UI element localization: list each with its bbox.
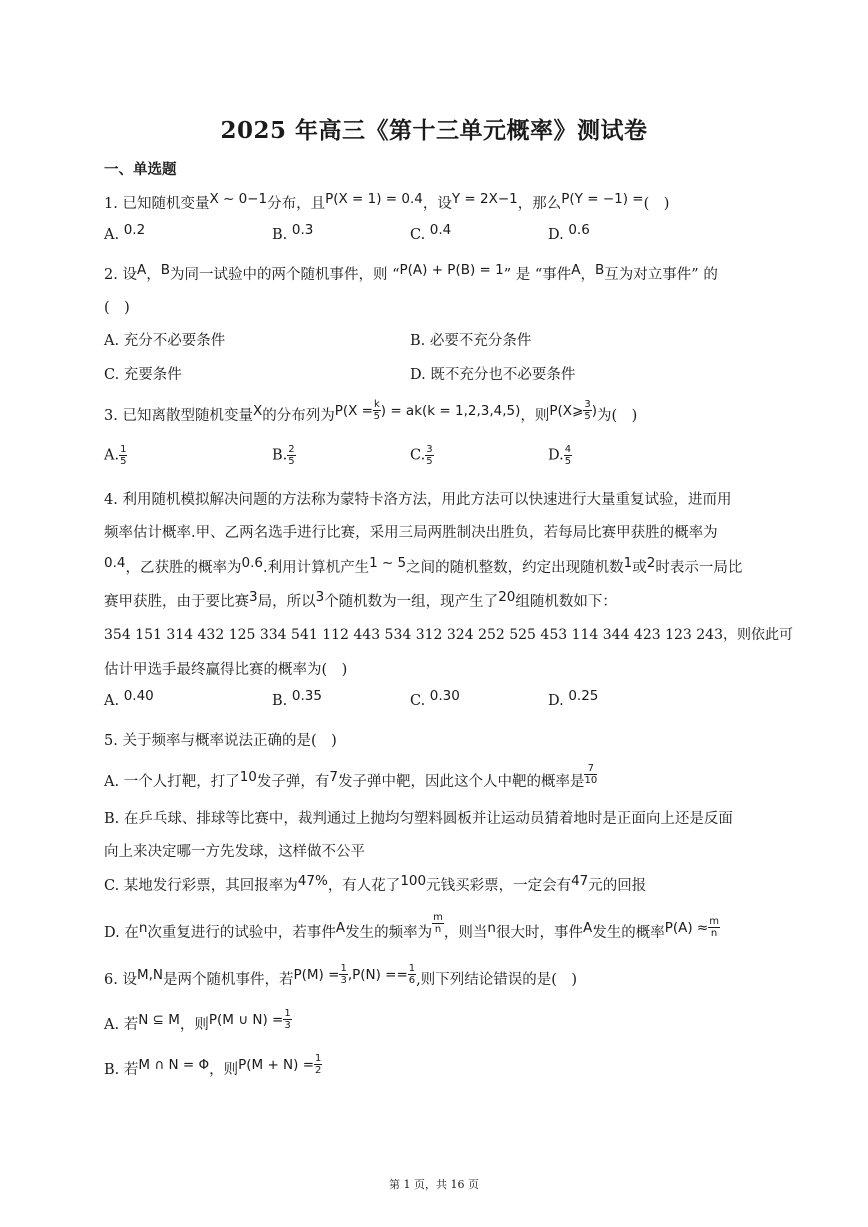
question-3 (104, 398, 638, 428)
math-expression: 1 ~ 5 (369, 555, 407, 571)
math-expression: 20 (498, 589, 516, 605)
question-text: A. 一个人打靶，打了 (104, 774, 240, 790)
q4-option-d (548, 688, 599, 709)
math-expression: 3 (315, 589, 325, 605)
math-expression: 100 (400, 873, 427, 889)
question-text: .利用计算机产生 (262, 560, 370, 576)
math-expression: P(X⩾ (549, 403, 584, 419)
question-text: 3 (284, 1019, 291, 1031)
question-text: 5 (288, 456, 295, 467)
math-expression: 7 (329, 769, 338, 785)
question-text: 3 (340, 974, 347, 986)
question-text: 之间的随机整数，约定出现随机数 (406, 560, 624, 576)
math-expression: 0.35 (291, 688, 322, 704)
question-text: 为( ) (597, 408, 638, 424)
q5-option-b-line1: B. 在乒乓球、排球等比赛中，裁判通过上抛均匀塑料圆板并让运动员猜着地时是正面向上还是反面 (104, 811, 733, 827)
question-text: n (710, 927, 718, 939)
math-expression: P(A) + P(B) = 1 (399, 262, 504, 278)
question-text: C. (410, 447, 426, 464)
question-text: 2 (288, 444, 295, 455)
question-text (119, 444, 127, 467)
q1-text: 分布，且 (267, 196, 326, 212)
question-text: 2. 设 (104, 267, 137, 283)
question-text: 发生的频率为 (345, 925, 433, 941)
q1-text: 1. 已知随机变量 (104, 196, 210, 212)
q1-option-a (104, 222, 146, 243)
question-text: 个随机数为一组，现产生了 (324, 594, 499, 610)
q5-option-c (104, 874, 646, 895)
question-text: 1 (284, 1007, 291, 1019)
question-text: 或 (632, 560, 647, 576)
question-text (432, 912, 444, 935)
question-text: 次重复进行的试验中，若事件 (147, 925, 336, 941)
question-text: 元钱买彩票，一定会有 (426, 878, 572, 894)
question-text: 组随机数如下： (515, 594, 617, 610)
question-text: 4 (564, 444, 572, 455)
math-expression: 10 (239, 769, 257, 785)
math-expression: ) (591, 403, 597, 419)
math-expression: 0.4 (104, 555, 126, 571)
question-text: 既不充分也不必要条件 (430, 367, 576, 383)
math-expression: 0.30 (429, 688, 460, 704)
question-text: m (433, 911, 443, 923)
math-expression: A (335, 920, 346, 936)
question-text: ,则下列结论错误的是( ) (416, 972, 578, 988)
question-text: B. (272, 447, 288, 464)
math-expression: n (138, 920, 148, 936)
question-text: C. (104, 367, 120, 383)
math-expression: M ∩ N = Φ (138, 1057, 210, 1073)
question-text: ，则 (520, 408, 550, 424)
math-expression: ,P(N) == (347, 967, 408, 983)
question-text: ” 是 “事件 (503, 267, 572, 283)
question-text: A. (104, 693, 120, 709)
question-2-bracket: ( ) (104, 300, 130, 316)
question-text (564, 444, 572, 467)
question-text: B. (272, 227, 288, 243)
question-text (408, 963, 416, 986)
math-expression: 0.2 (123, 222, 146, 238)
question-text: 发子弹中靶，因此这个人中靶的概率是 (337, 774, 585, 790)
question-text: 3 (584, 398, 591, 410)
math-expression: P(M) = (293, 967, 340, 983)
math-expression: P(A) ≈ (664, 920, 709, 936)
q1-math: X ~ 0−1 (209, 191, 268, 207)
q1-text: ，设 (422, 196, 452, 212)
q6-option-a (104, 1007, 292, 1037)
question-4-line6: 估计甲选手最终赢得比赛的概率为( ) (104, 662, 348, 678)
question-text: A. (104, 447, 120, 464)
question-text: 的分布列为 (262, 408, 335, 424)
page-title: 2025 年高三《第十三单元概率》测试卷 (220, 117, 648, 144)
q5-option-d (104, 911, 720, 945)
question-text: 5 (120, 456, 127, 467)
math-expression: 0.4 (429, 222, 452, 238)
question-text: 1 (120, 444, 127, 455)
question-text: n (434, 923, 442, 935)
question-text (708, 916, 720, 939)
q3-option-b (272, 444, 296, 467)
question-4-line1: 4. 利用随机模拟解决问题的方法称为蒙特卡洛方法，用此方法可以快速进行大量重复试验，进而用 (104, 492, 732, 508)
question-text: D. (410, 367, 426, 383)
question-text: C. 某地发行彩票，其回报率为 (104, 878, 298, 894)
question-text: 元的回报 (588, 878, 647, 894)
math-expression: 0.3 (291, 222, 314, 238)
section-heading: 一、单选题 (104, 161, 177, 178)
question-text: ，有人花了 (327, 878, 401, 894)
math-expression: A (582, 920, 593, 936)
question-text: ，则当 (443, 925, 488, 941)
question-text (283, 1008, 291, 1031)
math-expression: P(M ∪ N) = (208, 1012, 284, 1028)
question-text: 3. 已知离散型随机变量 (104, 408, 253, 424)
question-4-random-numbers: 354 151 314 432 125 334 541 112 443 534 312 324 252 525 453 114 344 423 123 243，则依此可 (104, 627, 793, 643)
question-text: 5 (426, 456, 433, 467)
question-text: 6. 设 (104, 972, 137, 988)
question-text: 为同一试验中的两个随机事件，则 “ (169, 267, 400, 283)
question-text (425, 444, 433, 467)
q1-math: Y = 2X−1 (451, 191, 518, 207)
question-text: B. 若 (104, 1062, 139, 1078)
q5-option-a (104, 762, 598, 794)
question-text: 局，所以 (257, 594, 316, 610)
question-text: D. (548, 693, 564, 709)
math-expression: 0.6 (568, 222, 590, 238)
question-text: 充分不必要条件 (123, 333, 226, 349)
math-expression: M,N (136, 967, 163, 983)
math-expression: X (252, 403, 263, 419)
question-text: ，乙获胜的概率为 (125, 560, 242, 576)
question-text: k (373, 398, 380, 410)
q4-option-a (104, 688, 154, 709)
question-6 (104, 962, 578, 992)
page-footer: 第 1 页，共 16 页 (389, 1178, 479, 1191)
math-expression: P(X = (334, 403, 373, 419)
question-text: m (709, 915, 719, 927)
q4-option-c (410, 688, 460, 709)
question-text: 2 (315, 1064, 322, 1076)
question-4-line3 (104, 556, 742, 577)
question-text (584, 763, 597, 786)
q1-math: P(Y = −1) = (561, 191, 644, 207)
math-expression: A (571, 262, 581, 278)
question-text: C. (410, 693, 426, 709)
question-text: 7 (584, 763, 597, 775)
question-text: 很大时，事件 (495, 925, 583, 941)
math-expression: B (160, 262, 170, 278)
question-text: 发子弹，有 (256, 774, 330, 790)
math-expression: 0.6 (241, 555, 263, 571)
question-text: A. (104, 227, 120, 243)
question-text (287, 444, 295, 467)
question-text: 发生的概率 (592, 925, 665, 941)
q3-option-c (410, 444, 434, 467)
q2-option-a (104, 329, 225, 350)
question-text: 3 (426, 444, 433, 455)
question-text: 5 (564, 456, 572, 467)
question-text: D. (548, 447, 564, 464)
question-text: ， (580, 267, 596, 283)
math-expression: 47 (571, 873, 589, 889)
question-text: A. (104, 333, 120, 349)
question-text: 1 (315, 1052, 322, 1064)
question-text: C. (410, 227, 426, 243)
math-expression: 2 (646, 555, 656, 571)
question-text: 充要条件 (123, 367, 182, 383)
question-5: 5. 关于频率与概率说法正确的是( ) (104, 733, 337, 749)
math-expression: 0.40 (123, 688, 154, 704)
q2-option-c (104, 363, 182, 384)
q3-option-a (104, 444, 127, 467)
question-text: D. 在 (104, 925, 139, 941)
q3-fraction (583, 399, 591, 422)
math-expression: B (595, 262, 605, 278)
question-text: 6 (408, 974, 416, 986)
question-text: 5 (584, 410, 591, 422)
question-text: B. (272, 693, 288, 709)
q1-math: P(X = 1) = 0.4 (325, 191, 423, 207)
q2-option-d (410, 363, 575, 384)
question-text: 必要不充分条件 (429, 333, 532, 349)
math-expression: P(M + N) = (238, 1057, 315, 1073)
q6-option-b (104, 1052, 322, 1082)
question-text: ， (146, 267, 161, 283)
math-expression: N ⊆ M (138, 1012, 180, 1028)
math-expression: 1 (623, 555, 633, 571)
question-text: 1 (340, 962, 347, 974)
math-expression: 0.25 (568, 688, 599, 704)
question-text: D. (548, 227, 564, 243)
q3-fraction (373, 399, 381, 422)
math-expression: ) = ak(k = 1,2,3,4,5) (380, 403, 521, 419)
q1-text: ，那么 (517, 196, 562, 212)
question-text (314, 1053, 322, 1076)
question-text: B. (410, 333, 426, 349)
q1-option-c (410, 222, 452, 243)
q3-option-d (548, 444, 572, 467)
question-text: ，则 (209, 1062, 239, 1078)
q1-option-d (548, 222, 590, 243)
question-text: 互为对立事件” 的 (604, 267, 718, 283)
q1-option-b (272, 222, 314, 243)
math-expression: A (136, 262, 147, 278)
q4-option-b (272, 688, 322, 709)
question-2 (104, 263, 718, 284)
q5-option-b-line2: 向上来决定哪一方先发球，这样做不公平 (104, 844, 365, 860)
q1-text: ( ) (643, 196, 670, 212)
question-4-line4 (104, 590, 617, 611)
question-1 (104, 192, 669, 213)
question-text (339, 963, 347, 986)
question-text: 1 (408, 962, 416, 974)
q2-option-b (410, 329, 531, 350)
question-text: 10 (584, 774, 598, 786)
question-text: 时表示一局比 (655, 560, 743, 576)
math-expression: 3 (249, 589, 258, 605)
question-text: 是两个随机事件，若 (163, 972, 294, 988)
question-text: A. 若 (104, 1017, 139, 1033)
question-text: 赛甲获胜，由于要比赛 (104, 594, 249, 610)
question-text: 5 (373, 410, 381, 422)
math-expression: n (487, 920, 496, 936)
question-text: ，则 (179, 1017, 209, 1033)
question-4-line2: 频率估计概率.甲、乙两名选手进行比赛，采用三局两胜制决出胜负，若每局比赛甲获胜的概率为 (104, 525, 718, 541)
math-expression: 47% (297, 873, 328, 889)
